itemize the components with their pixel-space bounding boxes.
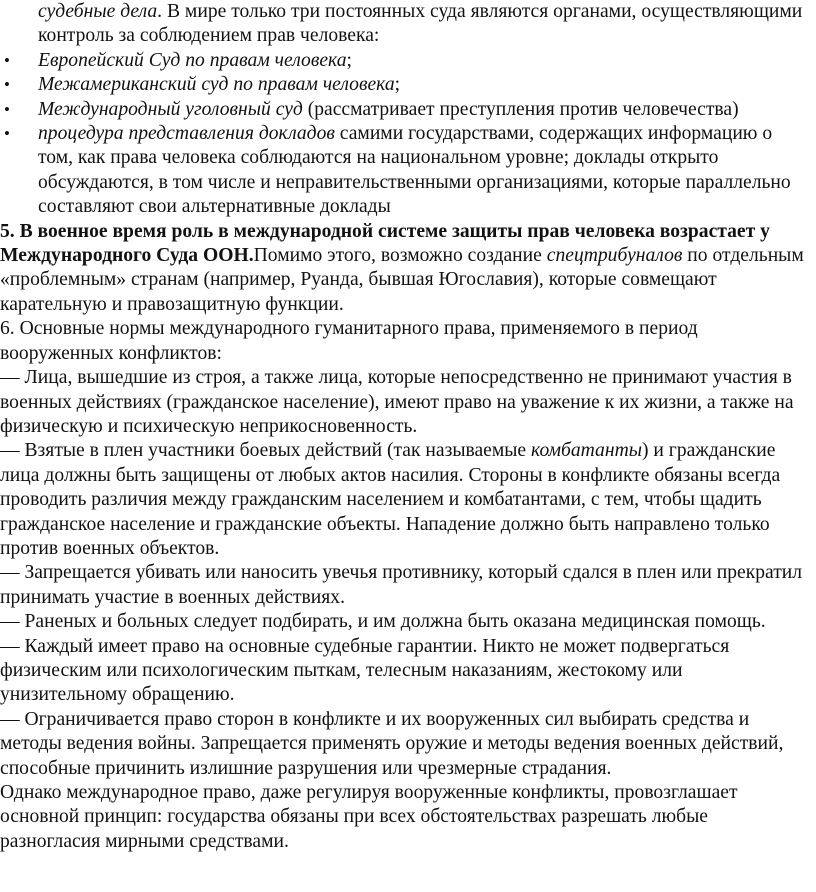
conclusion-paragraph: Однако международное право, даже регулируя вооруженные конфликты, провозглашает основной принцип: государства обязаны при всех обстоятельствах разрешать любые разногласия мирными средствами. <box>0 782 738 852</box>
paragraph-6-heading: 6. Основные нормы международного гуманитарного права, применяемого в период вооруженных конфликтов: <box>0 318 698 364</box>
norm-6: — Ограничивается право сторон в конфликте и их вооруженных сил выбирать средства и методы ведения войны. Запрещается применять оружие и методы ведения военных действий, способные причинить излишние разрушения или чрезмерные страдания. <box>0 708 784 779</box>
list-item-italic: Европейский Суд по правам человека <box>38 49 347 71</box>
list-item <box>0 98 810 122</box>
list-item-italic: Международный уголовный суд <box>38 98 303 120</box>
intro-italic: судебные дела <box>38 1 158 22</box>
list-item-text: (рассматривает преступления против человечества) <box>302 98 739 120</box>
norm-3: — Запрещается убивать или наносить увечья противнику, который сдался в плен или прекратил принимать участие в военных действиях. <box>0 562 803 608</box>
paragraph-5 <box>0 220 810 318</box>
norm-5: — Каждый имеет право на основные судебные гарантии. Никто не может подвергаться физическим или психологическим пыткам, телесным наказаниям, жестокому или унизительному обращению. <box>0 635 730 706</box>
list-item-text: ; <box>346 49 352 71</box>
intro-paragraph <box>0 0 810 49</box>
paragraph-5-bold: 5. В военное время роль в международной системе защиты прав человека возрастает у Международного Суда ООН. <box>0 220 770 267</box>
list-item-text: самими государствами, содержащих информацию о том, как права человека соблюдаются на национальном уровне; доклады открыто обсуждаются, в том числе и неправительственными организациями, которые параллельно составляют свои альтернативные доклады <box>38 123 791 218</box>
norm-4: — Раненых и больных следует подбирать, и им должна быть оказана медицинская помощь. <box>0 611 766 633</box>
paragraph-5-italic: спецтрибуналов <box>546 245 683 267</box>
list-item <box>0 73 810 97</box>
paragraph-5-text-end: по отдельным «проблемным» странам (например, Руанда, бывшая Югославия), которые совмещают карательную и правозащитную функции. <box>0 245 804 315</box>
list-item-text: ; <box>394 74 401 96</box>
norm-2-text-end: ) и гражданские лица должны быть защищены от любых актов насилия. Стороны в конфликте обязаны всегда проводить различия между гражданским населением и комбатантами, с тем, чтобы щадить гражданское население и гражданские объекты. Нападение должно быть направлено только против военных объектов. <box>0 440 781 559</box>
norm-2-text: — Взятые в плен участники боевых действий (так называемые <box>0 440 532 462</box>
list-item-italic: процедура представления докладов <box>38 123 335 145</box>
list-item-italic: Межамериканский суд по правам человека <box>38 74 395 96</box>
norm-2-italic: комбатанты <box>531 440 642 462</box>
norm-1: — Лица, вышедшие из строя, а также лица, которые непосредственно не принимают участия в военных действиях (гражданское население), имеют право на уважение к их жизни, а также на физическую и психическую неприкосновенность. <box>0 367 794 437</box>
list-item <box>0 49 810 73</box>
norm-2 <box>0 439 810 561</box>
intro-text: . В мире только три постоянных суда являются органами, осуществляющими контроль за соблюдением прав человека: <box>38 1 803 47</box>
list-item <box>0 122 810 220</box>
paragraph-5-text: Помимо этого, возможно создание <box>253 245 547 267</box>
court-list <box>0 49 810 220</box>
